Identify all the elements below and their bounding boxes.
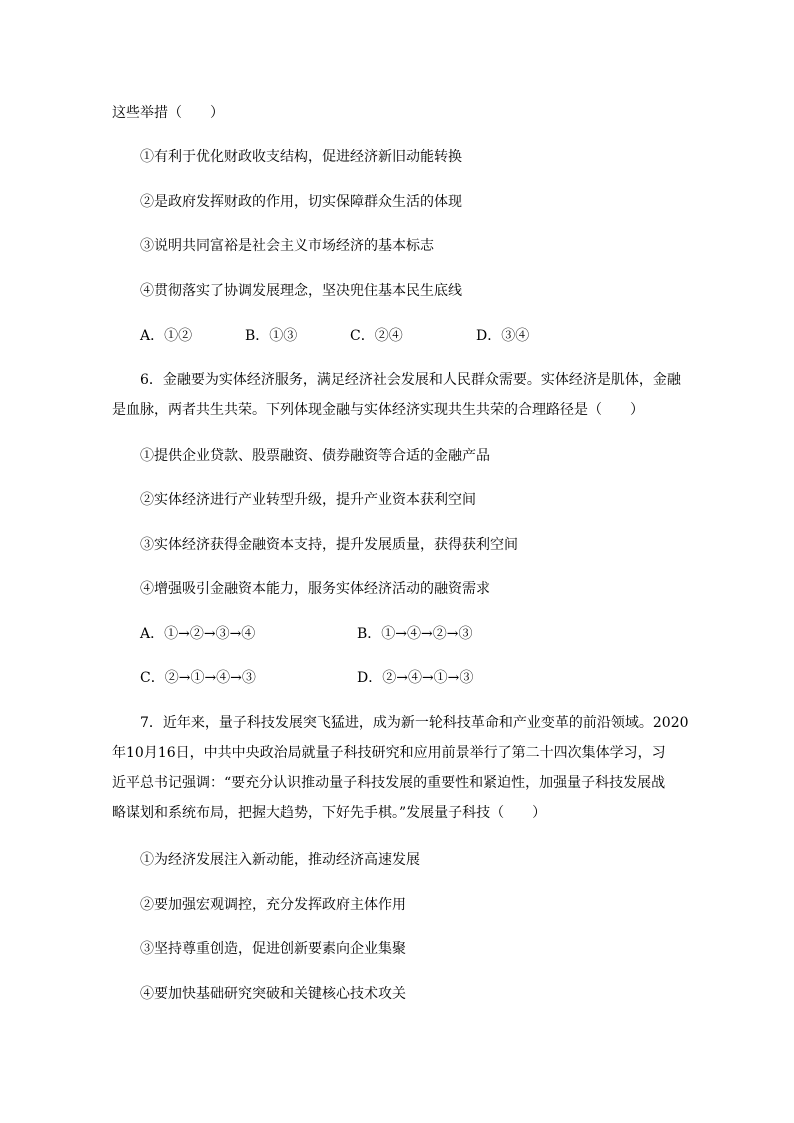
q6-option-a: A．①→②→③→④ xyxy=(140,626,256,642)
q7-stem-line-1: 7．近年来，量子科技发展突飞猛进，成为新一轮科技革命和产业变革的前沿领域。2020 xyxy=(140,715,689,731)
q5-option-d: D．③④ xyxy=(476,328,530,344)
q6-item-3: ③实体经济获得金融资本支持，提升发展质量，获得获利空间 xyxy=(140,537,518,553)
q6-option-b: B．①→④→②→③ xyxy=(357,626,473,642)
q5-stem-end: 这些举措（ ） xyxy=(112,105,224,121)
q5-item-3: ③说明共同富裕是社会主义市场经济的基本标志 xyxy=(140,238,434,254)
q6-item-1: ①提供企业贷款、股票融资、债券融资等合适的金融产品 xyxy=(140,448,490,464)
q7-item-3: ③坚持尊重创造，促进创新要素向企业集聚 xyxy=(140,941,406,957)
q5-option-a: A．①② xyxy=(140,328,193,344)
q7-item-1: ①为经济发展注入新动能，推动经济高速发展 xyxy=(140,852,420,868)
q6-stem-line-2: 是血脉，两者共生共荣。下列体现金融与实体经济实现共生共荣的合理路径是（ ） xyxy=(112,402,644,418)
q7-item-4: ④要加快基础研究突破和关键核心技术攻关 xyxy=(140,986,406,1002)
q7-stem-line-2: 年10月16日，中共中央政治局就量子科技研究和应用前景举行了第二十四次集体学习，习 xyxy=(112,745,666,761)
q5-option-b: B．①③ xyxy=(245,328,298,344)
q5-item-1: ①有利于优化财政收支结构，促进经济新旧动能转换 xyxy=(140,149,462,165)
q5-item-2: ②是政府发挥财政的作用，切实保障群众生活的体现 xyxy=(140,194,462,210)
q6-stem-line-1: 6．金融要为实体经济服务，满足经济社会发展和人民群众需要。实体经济是肌体，金融 xyxy=(140,372,681,388)
q5-option-c: C．②④ xyxy=(350,328,403,344)
q6-option-d: D．②→④→①→③ xyxy=(357,670,474,686)
q7-stem-line-4: 略谋划和系统布局，把握大趋势，下好先手棋。”发展量子科技（ ） xyxy=(112,805,547,821)
q7-item-2: ②要加强宏观调控，充分发挥政府主体作用 xyxy=(140,897,406,913)
q6-option-c: C．②→①→④→③ xyxy=(140,670,256,686)
q5-item-4: ④贯彻落实了协调发展理念，坚决兜住基本民生底线 xyxy=(140,283,462,299)
q7-stem-line-3: 近平总书记强调：“要充分认识推动量子科技发展的重要性和紧迫性，加强量子科技发展战 xyxy=(112,775,666,791)
q6-item-2: ②实体经济进行产业转型升级，提升产业资本获利空间 xyxy=(140,492,476,508)
q6-item-4: ④增强吸引金融资本能力，服务实体经济活动的融资需求 xyxy=(140,581,490,597)
